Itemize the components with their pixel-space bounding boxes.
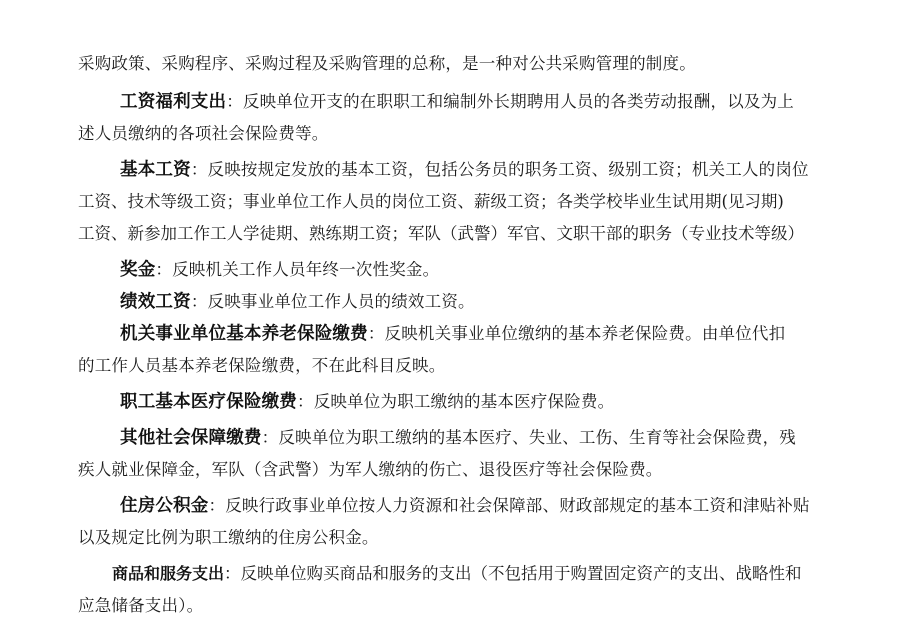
definition-text: 反映单位为职工缴纳的基本医疗、失业、工伤、生育等社会保险费，残 bbox=[278, 428, 797, 447]
definition-text: 反映行政事业单位按人力资源和社会保障部、财政部规定的基本工资和津贴补贴 bbox=[225, 496, 810, 515]
entry-salary-welfare-line-2 bbox=[78, 124, 329, 144]
definition-text: 应急储备支出）。 bbox=[78, 596, 204, 615]
definition-text: 工资、技术等级工资；事业单位工作人员的岗位工资、薪级工资；各类学校毕业生试用期(见习期) bbox=[78, 192, 784, 211]
definition-text: 疾人就业保障金，军队（含武警）为军人缴纳的伤亡、退役医疗等社会保险费。 bbox=[78, 460, 663, 479]
entry-basic-salary-line-2 bbox=[78, 192, 784, 212]
term-bonus: 奖金 bbox=[120, 260, 156, 280]
entry-housing-fund-line-1 bbox=[120, 496, 810, 516]
definition-text: 反映机关事业单位缴纳的基本养老保险费。由单位代扣 bbox=[384, 324, 786, 343]
definition-text: 反映按规定发放的基本工资，包括公务员的职务工资、级别工资；机关工人的岗位 bbox=[207, 160, 809, 179]
definition-text: 的工作人员基本养老保险缴费，不在此科目反映。 bbox=[78, 356, 446, 375]
term-pension-contribution: 机关事业单位基本养老保险缴费 bbox=[120, 324, 368, 344]
term-performance-pay: 绩效工资 bbox=[120, 292, 191, 312]
entry-other-social-security-line-2 bbox=[78, 460, 663, 480]
entry-pension-line-1 bbox=[120, 324, 785, 344]
entry-performance-pay-line-1 bbox=[120, 292, 475, 312]
term-separator: ： bbox=[190, 292, 208, 311]
definition-text: 反映单位为职工缴纳的基本医疗保险费。 bbox=[313, 392, 615, 411]
definition-text: 述人员缴纳的各项社会保险费等。 bbox=[78, 124, 329, 143]
definition-text: 反映单位开支的在职职工和编制外长期聘用人员的各类劳动报酬，以及为上 bbox=[242, 92, 795, 111]
intro-paragraph bbox=[78, 54, 696, 74]
definition-text: 以及规定比例为职工缴纳的住房公积金。 bbox=[78, 528, 379, 547]
term-other-social-security: 其他社会保障缴费 bbox=[120, 428, 262, 448]
entry-basic-salary-line-3 bbox=[78, 224, 804, 244]
term-housing-fund: 住房公积金 bbox=[120, 496, 209, 516]
term-medical-insurance: 职工基本医疗保险缴费 bbox=[120, 392, 297, 412]
entry-other-social-security-line-1 bbox=[120, 428, 796, 448]
term-separator: ： bbox=[190, 160, 208, 179]
entry-medical-insurance-line-1 bbox=[120, 392, 614, 412]
entry-salary-welfare-line-1 bbox=[120, 92, 794, 112]
term-salary-welfare: 工资福利支出 bbox=[120, 92, 227, 112]
entry-pension-line-2 bbox=[78, 356, 445, 376]
term-separator: ： bbox=[208, 496, 226, 515]
definition-text: 反映单位购买商品和服务的支出（不包括用于购置固定资产的支出、战略性和 bbox=[240, 564, 802, 583]
term-separator: ： bbox=[297, 392, 314, 411]
intro-text: 采购政策、采购程序、采购过程及采购管理的总称，是一种对公共采购管理的制度。 bbox=[78, 54, 696, 73]
term-separator: ： bbox=[261, 428, 279, 447]
definition-text: 反映机关工作人员年终一次性奖金。 bbox=[172, 260, 440, 279]
term-separator: ： bbox=[226, 92, 243, 111]
term-separator: ： bbox=[367, 324, 385, 343]
definition-text: 反映事业单位工作人员的绩效工资。 bbox=[207, 292, 475, 311]
entry-housing-fund-line-2 bbox=[78, 528, 379, 548]
definition-text: 工资、新参加工作工人学徒期、熟练期工资；军队（武警）军官、文职干部的职务（专业技术等级） bbox=[78, 224, 804, 243]
entry-basic-salary-line-1 bbox=[120, 160, 809, 180]
term-separator: ： bbox=[155, 260, 173, 279]
entry-goods-services-line-1 bbox=[112, 564, 802, 584]
term-separator: ： bbox=[224, 564, 241, 583]
term-basic-salary: 基本工资 bbox=[120, 160, 191, 180]
term-goods-services: 商品和服务支出 bbox=[112, 564, 225, 583]
entry-goods-services-line-2 bbox=[78, 596, 203, 616]
entry-bonus-line-1 bbox=[120, 260, 439, 280]
